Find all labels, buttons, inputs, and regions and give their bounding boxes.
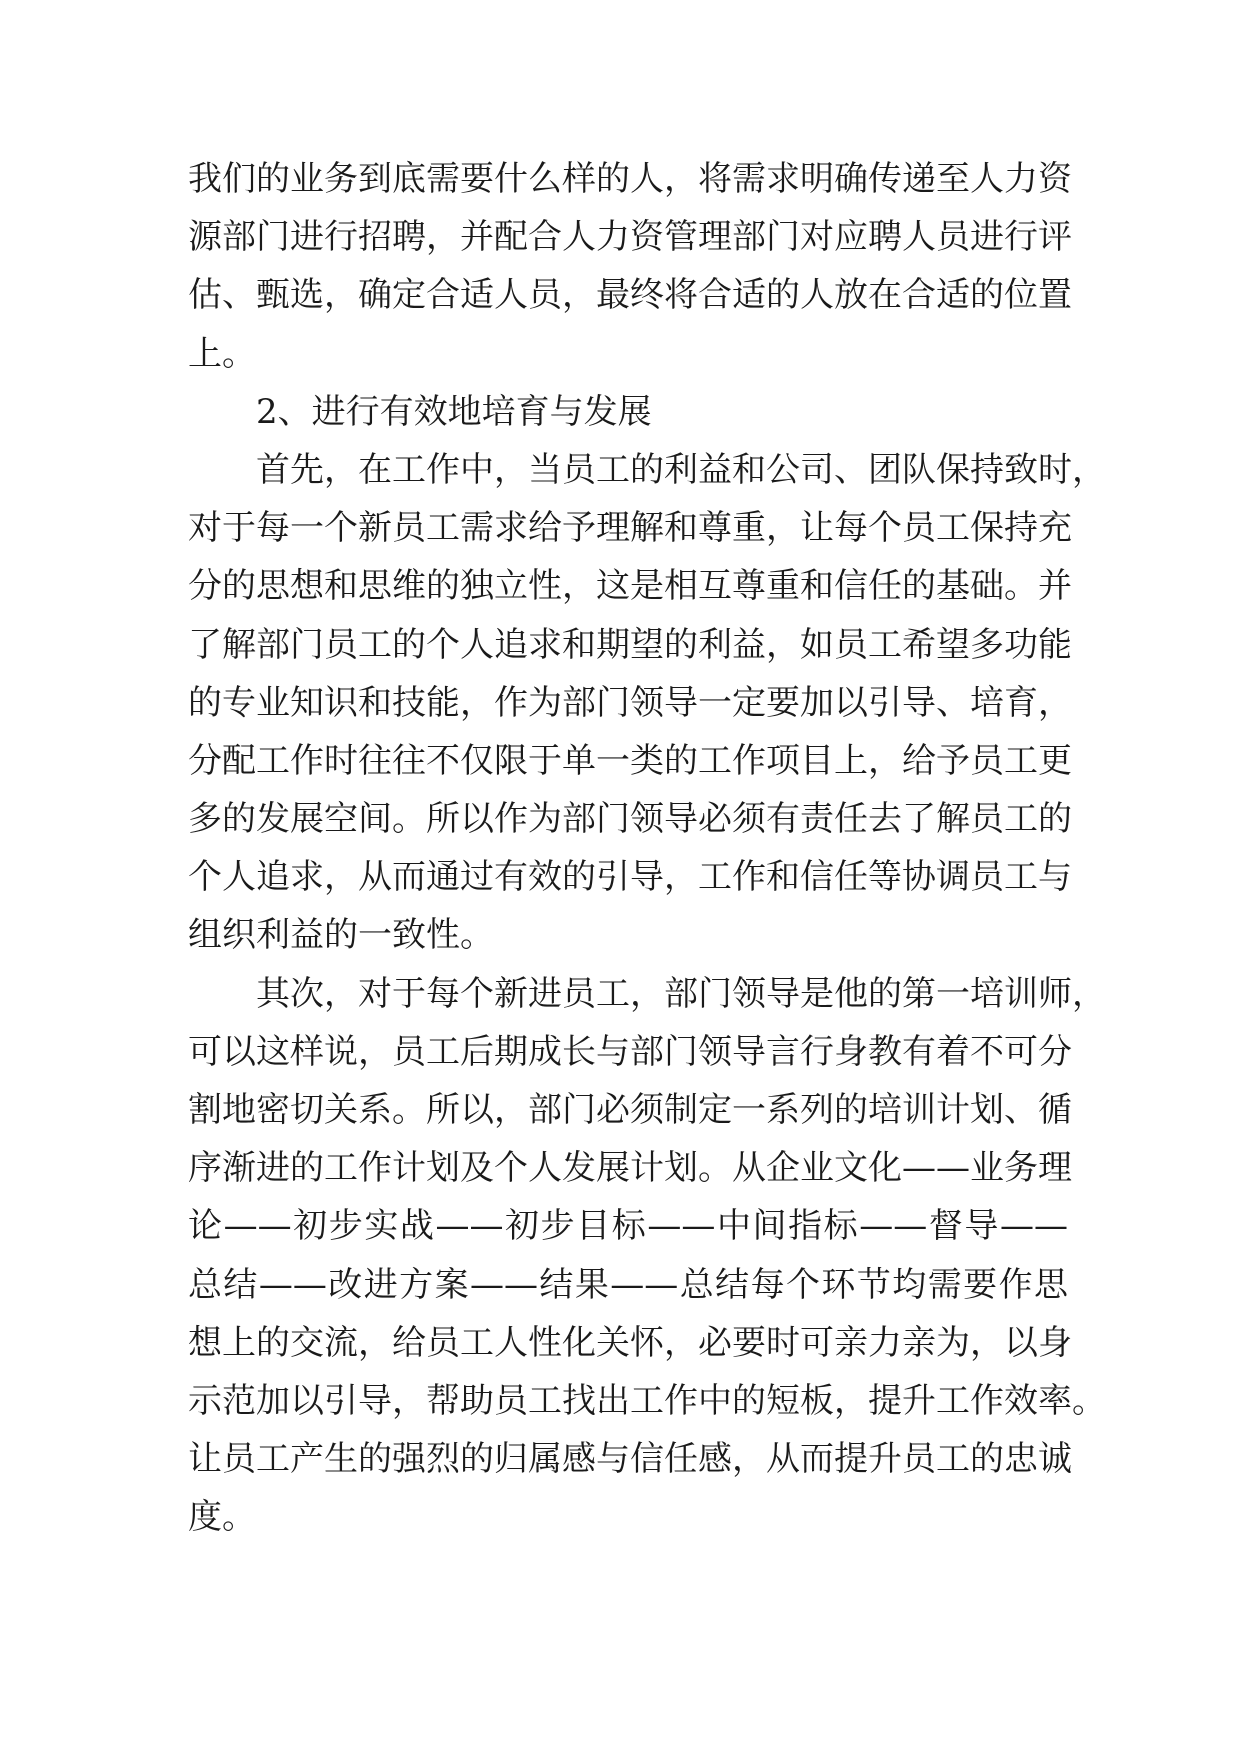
text-line: 总结——改进方案——结果——总结每个环节均需要作思 bbox=[188, 1264, 1068, 1305]
text-line: 序渐进的工作计划及个人发展计划。从企业文化——业务理 bbox=[188, 1148, 1072, 1189]
text-line: 首先，在工作中，当员工的利益和公司、团队保持致时， bbox=[256, 449, 1106, 490]
text-line: 多的发展空间。所以作为部门领导必须有责任去了解员工的 bbox=[188, 799, 1072, 840]
text-line: 源部门进行招聘，并配合人力资管理部门对应聘人员进行评 bbox=[188, 217, 1072, 258]
text-line: 可以这样说，员工后期成长与部门领导言行身教有着不可分 bbox=[188, 1031, 1072, 1072]
text-line: 上。 bbox=[188, 333, 256, 374]
text-line: 对于每一个新员工需求给予理解和尊重，让每个员工保持充 bbox=[188, 508, 1072, 549]
text-line: 让员工产生的强烈的归属感与信任感，从而提升员工的忠诚 bbox=[188, 1439, 1072, 1480]
text-line: 割地密切关系。所以，部门必须制定一系列的培训计划、循 bbox=[188, 1090, 1072, 1130]
text-line: 组织利益的一致性。 bbox=[188, 915, 494, 956]
text-line: 其次，对于每个新进员工，部门领导是他的第一培训师， bbox=[256, 973, 1106, 1014]
text-line: 我们的业务到底需要什么样的人，将需求明确传递至人力资 bbox=[188, 159, 1072, 199]
section-heading: 2、进行有效地培育与发展 bbox=[256, 391, 652, 432]
body-text bbox=[188, 150, 1106, 1547]
text-line: 度。 bbox=[188, 1497, 256, 1538]
text-line: 论——初步实战——初步目标——中间指标——督导—— bbox=[188, 1206, 1068, 1247]
text-line: 想上的交流，给员工人性化关怀，必要时可亲力亲为，以身 bbox=[188, 1322, 1072, 1363]
text-line: 了解部门员工的个人追求和期望的利益，如员工希望多功能 bbox=[188, 624, 1072, 665]
text-line: 示范加以引导，帮助员工找出工作中的短板，提升工作效率。 bbox=[188, 1380, 1106, 1421]
text-line: 估、甄选，确定合适人员，最终将合适的人放在合适的位置 bbox=[188, 275, 1072, 316]
text-line: 的专业知识和技能，作为部门领导一定要加以引导、培育， bbox=[188, 682, 1072, 723]
text-line: 分配工作时往往不仅限于单一类的工作项目上，给予员工更 bbox=[188, 740, 1072, 781]
text-line: 个人追求，从而通过有效的引导，工作和信任等协调员工与 bbox=[188, 857, 1072, 898]
text-line: 分的思想和思维的独立性，这是相互尊重和信任的基础。并 bbox=[188, 566, 1072, 607]
